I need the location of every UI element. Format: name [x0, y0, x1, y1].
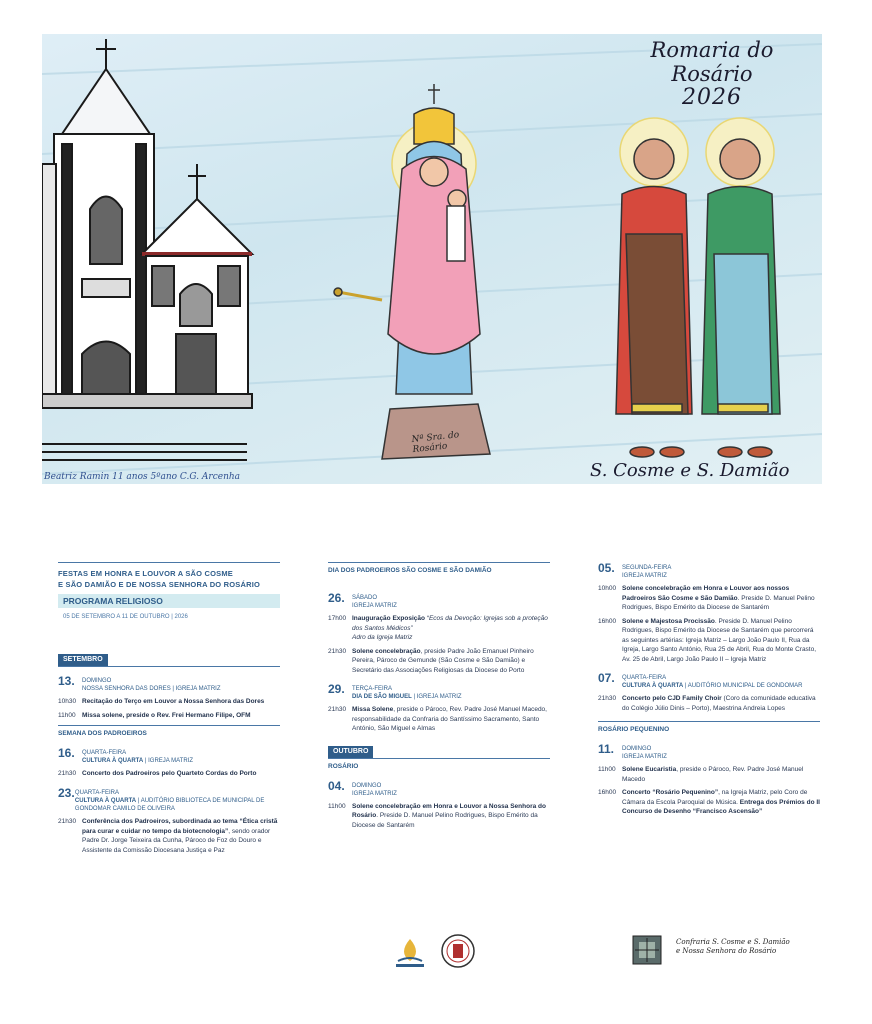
month-rule [58, 666, 280, 667]
day-13: 13. DOMINGO NOSSA SENHORA DAS DORES | IGREJA MATRIZ [58, 674, 221, 692]
event-29: 21h30 Missa Solene, preside o Pároco, Rev. Padre José Manuel Macedo, responsabilidade da Confraria do Santíssimo Sacramento, Santo António, São Miguel e Almas [328, 706, 547, 732]
event-05-a: 10h00 Solene concelebração em Honra e Louvor aos nossos Padroeiros São Cosme e São Damião. Preside D. Manuel Pelino Rodrigues, Bispo Emérito da Diocese de Santarém [598, 585, 815, 611]
event-26-a: 17h00 Inauguração Exposição “Ecos da Devoção: Igrejas sob a proteção dos Santos Médicos” Adro da Igreja Matriz [328, 615, 548, 641]
event-04: 11h00 Solene concelebração em Honra e Louvor a Nossa Senhora do Rosário. Preside D. Manuel Pelino Rodrigues, Bispo Emérito da Diocese de Santarém [328, 802, 546, 829]
program-column-2 [328, 562, 550, 830]
day-29: 29. TERÇA-FEIRA DIA DE SÃO MIGUEL | IGREJA MATRIZ [328, 682, 462, 700]
event-26-b: 21h30 Solene concelebração, preside Padre João Emanuel Pinheiro Pereira, Pároco de Gemunde (São Cosme e São Damião) e Secretário das Associações Religiosas da Diocese do Porto [328, 647, 534, 674]
section-semana-padroeiros: SEMANA DOS PADROEIROS [58, 725, 280, 739]
event-07: 21h30 Concerto pelo CJD Family Choir (Coro da comunidade educativa do Colégio Júlio Dinis – Porto), Maestrina Andreia Lopes [598, 695, 816, 712]
day-07: 07. QUARTA-FEIRA CULTURA À QUARTA | AUDITÓRIO MUNICIPAL DE GONDOMAR [598, 671, 803, 689]
month-tag-outubro: OUTUBRO [328, 746, 373, 758]
cover-illustration [42, 34, 822, 484]
statue-label: Nª Sra. do Rosário [411, 430, 460, 456]
programa-religioso-heading: PROGRAMA RELIGIOSO [58, 594, 280, 608]
saints-label: S. Cosme e S. Damião [590, 460, 790, 481]
day-04: 04. DOMINGO IGREJA MATRIZ [328, 778, 397, 797]
event-16: 21h30 Concerto dos Padroeiros pelo Quarteto Cordas do Porto [58, 770, 257, 777]
event-11-b: 16h00 Concerto “Rosário Pequenino”, na Igreja Matriz, pelo Coro de Câmara da Escola Paroquial de Música. Entrega dos Prémios do II Concurso de Desenho “Francisco Ascensão” [598, 789, 820, 815]
saints-drawing [616, 118, 780, 457]
event-11-a: 11h00 Solene Eucaristia, preside o Pároco, Rev. Padre José Manuel Macedo [598, 766, 804, 783]
church-drawing [42, 39, 252, 460]
day-26: 26. SÁBADO IGREJA MATRIZ [328, 591, 397, 609]
parish-seal-logo [440, 933, 476, 969]
art-title-line2: Rosário [671, 62, 753, 86]
confraria-logo-text: Confraria S. Cosme e S. Damião e Nossa Senhora do Rosário [676, 938, 790, 955]
festas-title: FESTAS EM HONRA E LOUVOR A SÃO COSME E SÃO DAMIÃO E DE NOSSA SENHORA DO ROSÁRIO [58, 562, 280, 590]
section-dia-padroeiros: DIA DOS PADROEIROS SÃO COSME E SÃO DAMIÃO [328, 562, 550, 576]
event-23: 21h30 Conferência dos Padroeiros, subordinada ao tema “Ética cristã para curar e cuidar no tempo da biotecnologia”, sendo orador Padre Dr. Jorge Teixeira da Cunha, Pároco de Foz do Douro e Assistente da Comissão Diocesana Justiça e Paz [58, 818, 278, 854]
day-11: 11. DOMINGO IGREJA MATRIZ [598, 742, 667, 760]
month-tag-setembro: SETEMBRO [58, 654, 108, 666]
day-05: 05. SEGUNDA-FEIRA IGREJA MATRIZ [598, 561, 672, 579]
event-13-a: 10h30 Recitação do Terço em Louvor a Nossa Senhora das Dores [58, 698, 265, 705]
art-title-year: 2026 [682, 85, 742, 110]
event-05-b: 16h00 Solene e Majestosa Procissão. Preside D. Manuel Pelino Rodrigues, Bispo Emérito da Diocese de Santarém que percorrerá as seguintes artérias: Igreja Matriz – Largo João Paulo II, Rua da Igreja, Largo Santo António, Rua 25 de Abril, Rua do Monte Crasto, Av. 25 de Abril, Largo João Paulo II – Igreja Matriz [598, 617, 817, 663]
art-title-line1: Romaria do [650, 38, 774, 62]
our-lady-drawing [334, 84, 490, 459]
program-column-1 [58, 562, 280, 855]
section-rosario: ROSÁRIO [328, 758, 550, 772]
artist-signature: Beatriz Ramin 11 anos 5ºano C.G. Arcenha [44, 472, 241, 482]
confraria-emblem-logo [632, 935, 662, 965]
art-title [602, 38, 822, 110]
event-13-b: 11h00 Missa solene, preside o Rev. Frei Hermano Filipe, OFM [58, 712, 251, 719]
parish-logo-a [392, 935, 428, 969]
section-rosario-pequenino: ROSÁRIO PEQUENINO [598, 721, 820, 735]
program-dates: 05 DE SETEMBRO A 11 DE OUTUBRO | 2026 [63, 614, 188, 620]
day-16: 16. QUARTA-FEIRA CULTURA À QUARTA | IGREJA MATRIZ [58, 746, 194, 764]
day-23: 23. QUARTA-FEIRA CULTURA À QUARTA | AUDITÓRIO BIBLIOTECA DE MUNICIPAL DE GONDOMAR CAMILO DE OLIVEIRA [58, 786, 265, 812]
program-column-3 [598, 562, 820, 817]
